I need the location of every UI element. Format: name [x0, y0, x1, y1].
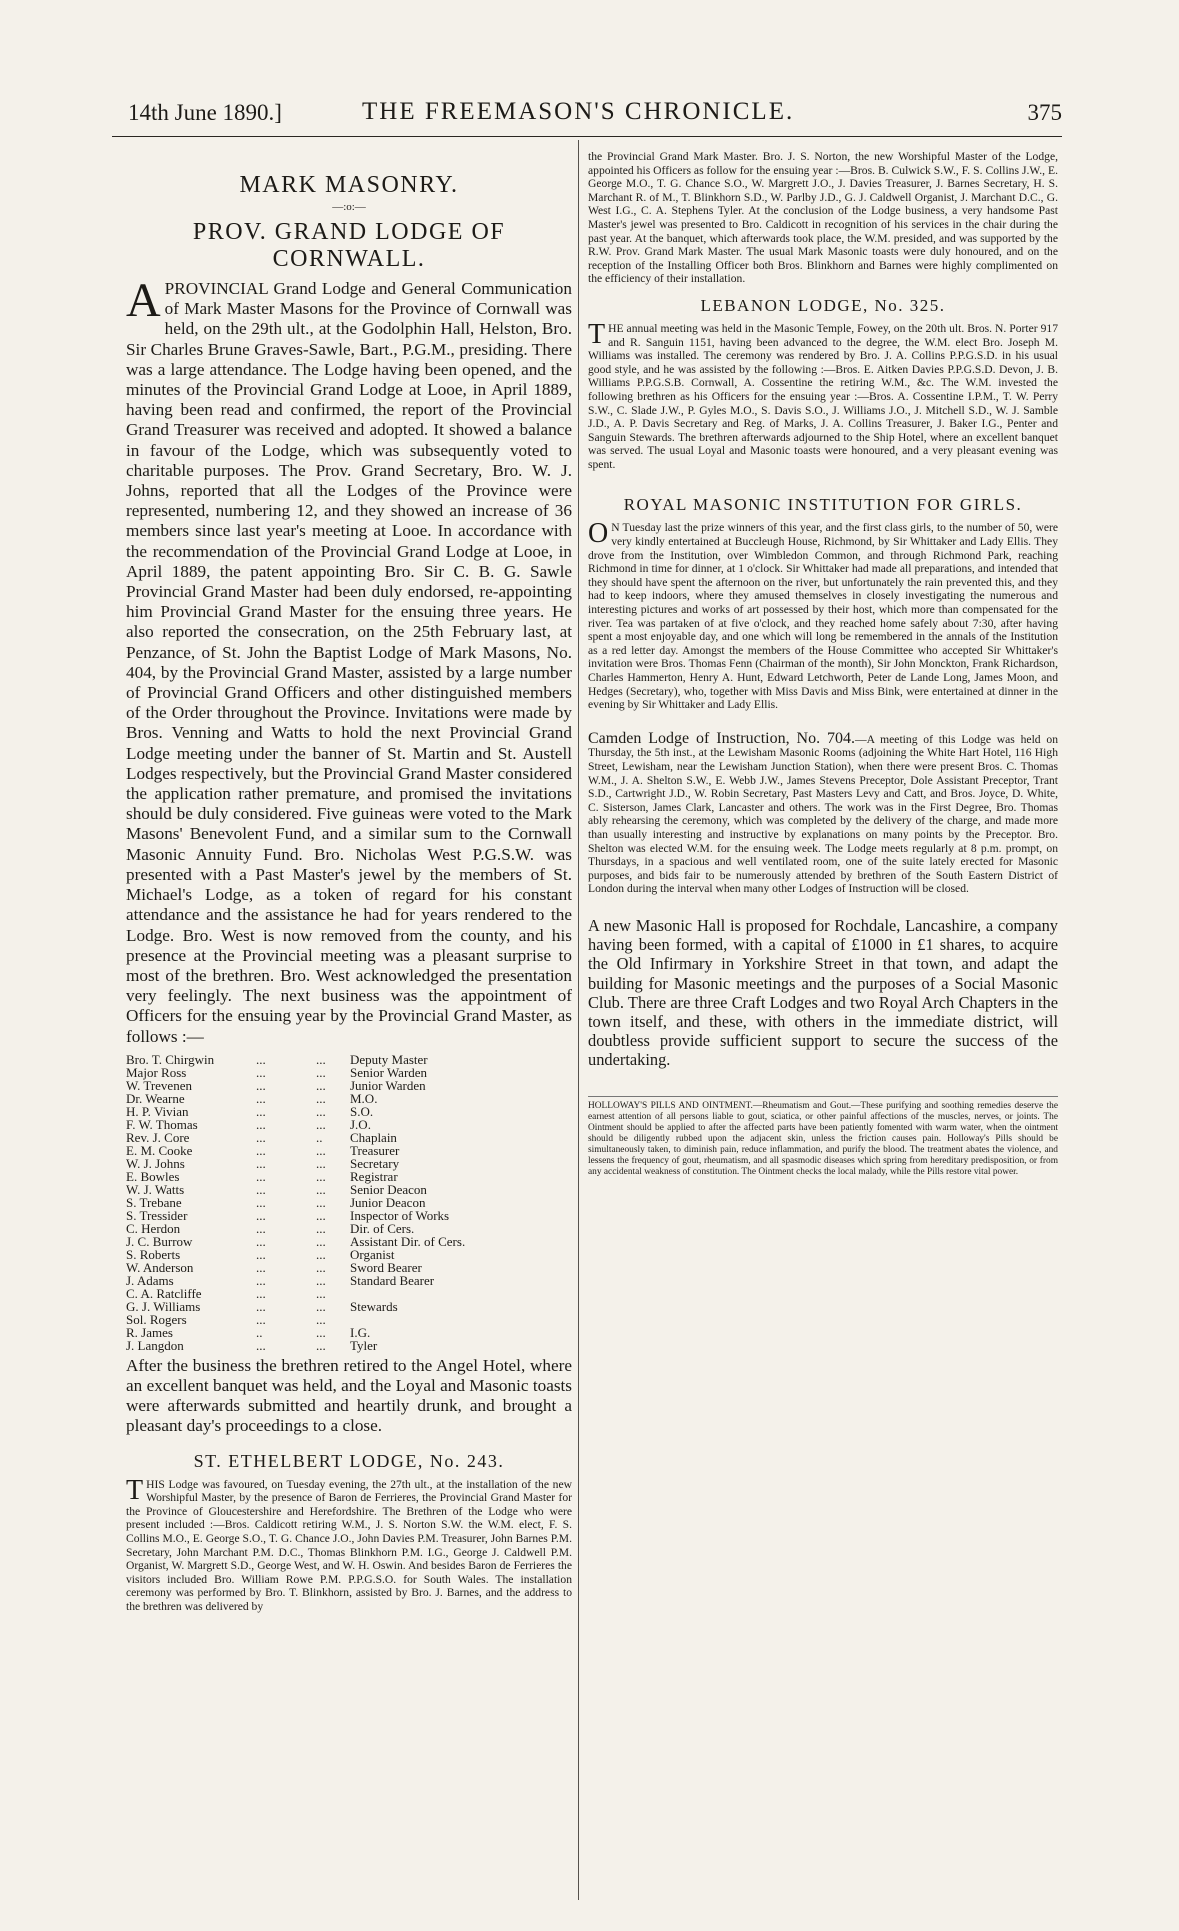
- leader-dots: ...: [316, 1077, 326, 1093]
- officer-row: [126, 1313, 572, 1326]
- leader-dots: ...: [316, 1207, 326, 1223]
- leader-dots: ...: [316, 1142, 326, 1158]
- officer-name: S. Trebane: [126, 1194, 182, 1210]
- officer-name: J. Langdon: [126, 1337, 184, 1353]
- officer-office: Standard Bearer: [350, 1272, 435, 1288]
- officer-row: [126, 1157, 572, 1170]
- officer-name: G. J. Williams: [126, 1298, 201, 1314]
- ethelbert-article: [126, 1474, 572, 1614]
- leader-dots: ...: [256, 1298, 266, 1314]
- camden-lodge-article: [588, 729, 1058, 896]
- leader-dots: ...: [316, 1064, 326, 1080]
- leader-dots: ...: [316, 1259, 326, 1275]
- officer-row: [126, 1287, 572, 1300]
- leader-dots: ...: [316, 1324, 326, 1340]
- officer-row: [126, 1235, 572, 1248]
- officer-name: Major Ross: [126, 1064, 187, 1080]
- drop-cap: T: [588, 318, 606, 350]
- lebanon-body: HE annual meeting was held in the Masonic Temple, Fowey, on the 20th ult. Bros. N. Porter 917 and R. Sanguin 1151, having been advanced to the degree, the W.M. elect Bro. Joseph M. Williams was installed. The ceremony was rendered by Bro. J. A. Collins P.P.G.S.D. in his usual good style, and he was assisted by the following :—Bros. E. Aitken Davies P.P.G.S.D. Devon, J. B. Williams P.P.G.S.B. Cornwall, A. Cossentine the retiring W.M., &c. The W.M. invested the following brethren as his Officers for the ensuing year :—Bros. A. Cossentine I.P.M., T. W. Perry S.W., C. Slade J.W., P. Gyles M.O., S. Davis S.O., J. Williams J.O., J. Mitchell S.D., W. J. Samble J.D., A. P. Davis Secretary and Reg. of Marks, J. A. Collins Treasurer, J. Baker I.G., Penter and Sanguin Stewards. The brethren afterwards adjourned to the Ship Hotel, where an excellent banquet was served. The usual Loyal and Masonic toasts were honoured, and a very pleasant evening was spent.: [588, 321, 1058, 471]
- holloway-advertisement: HOLLOWAY'S PILLS AND OINTMENT.—Rheumatism and Gout.—These purifying and soothing remedies deserve the earnest attention of all persons liable to gout, sciatica, or other painful affections of the muscles, nerves, or joints. The Ointment should be applied to after the affected parts have been patiently fomented with warm water, when the ointment should be diligently rubbed upon the adjacent skin, unless the friction causes pain. Holloway's Pills should be simultaneously taken, to diminish pain, reduce inflammation, and purify the blood. The treatment abates the violence, and lessens the frequency of gout, rheumatism, and all spasmodic diseases which spring from hereditary predisposition, or from any accidental weakness of constitution. The Ointment checks the local malady, while the Pills restore vital power.: [588, 1096, 1058, 1178]
- leader-dots: ...: [256, 1116, 266, 1132]
- section-separator: —:o:—: [332, 201, 366, 213]
- ethelbert-continuation: the Provincial Grand Mark Master. Bro. J. S. Norton, the new Worshipful Master of the Lodge, appointed his Officers as follow for the ensuing year :—Bros. B. Culwick S.W., F. S. Collins J.W., E. George M.O., T. G. Chance S.O., W. Margrett J.O., J. Davies Treasurer, J. Barnes Secretary, H. S. Marchant R. of M., T. Blinkhorn S.D., W. Parlby J.D., G. J. Caldwell Organist, J. Marchant D.C., G. West I.G., C. A. Stephens Tyler. At the conclusion of the Lodge business, a very handsome Past Master's jewel was presented to Bro. Caldicott in recognition of his services in the chair during the past year. At the banquet, which afterwards took place, the W.M. presided, and was supported by the R.W. Prov. Grand Mark Master. The usual Mark Masonic toasts were duly honoured, and on the reception of the Installing Officer both Bros. Blinkhorn and Barnes were highly complimented on the efficiency of their installation.: [588, 150, 1058, 286]
- officer-row: [126, 1248, 572, 1261]
- officer-office: Dir. of Cers.: [350, 1220, 415, 1236]
- officer-name: C. Herdon: [126, 1220, 181, 1236]
- mark-masonry-heading: MARK MASONRY.: [239, 172, 459, 198]
- officer-name: W. J. Johns: [126, 1155, 185, 1171]
- officer-row: [126, 1144, 572, 1157]
- leader-dots: ...: [316, 1181, 326, 1197]
- officer-name: E. M. Cooke: [126, 1142, 193, 1158]
- cornwall-heading: PROV. GRAND LODGE OF CORNWALL.: [192, 219, 506, 272]
- ethelbert-body: HIS Lodge was favoured, on Tuesday evening, the 27th ult., at the installation of the new Worshipful Master, by the presence of Baron de Ferrieres, the Provincial Grand Master for the Province of Gloucestershire and Herefordshire. The Brethren of the Lodge who were present included :—Bros. Caldicott retiring W.M., J. S. Norton S.W. the W.M. elect, F. S. Collins M.O., E. George S.O., T. G. Chance J.O., John Davies P.M. Treasurer, John Barnes P.M. Secretary, John Marchant P.M. D.C., Thomas Blinkhorn P.M. I.G., George J. Caldwell P.M. Organist, W. Margrett S.D., George West, and W. H. Oswin. And besides Baron de Ferrieres the visitors included Bro. William Rowe P.M. P.P.G.S.O. for South Wales. The installation ceremony was performed by Bro. T. Blinkhorn, assisted by Bro. J. Barnes, and the address to the brethren was delivered by: [126, 1477, 572, 1613]
- officer-row: [126, 1170, 572, 1183]
- officer-name: E. Bowles: [126, 1168, 180, 1184]
- officer-office: Inspector of Works: [350, 1207, 450, 1223]
- lebanon-article: [588, 318, 1058, 472]
- officer-office: M.O.: [350, 1090, 378, 1106]
- after-business-paragraph: After the business the brethren retired to the Angel Hotel, where an excellent banquet was held, and the Loyal and Masonic toasts were afterwards submitted and heartily drunk, and brought a pleasant day's proceedings to a close.: [126, 1355, 572, 1436]
- leader-dots: ...: [316, 1103, 326, 1119]
- leader-dots: ...: [256, 1142, 266, 1158]
- officer-name: Dr. Wearne: [126, 1090, 185, 1106]
- officer-office: [350, 1287, 572, 1300]
- leader-dots: ...: [316, 1272, 326, 1288]
- officer-office: Sword Bearer: [350, 1259, 422, 1275]
- officer-row: [126, 1339, 572, 1352]
- officer-name: H. P. Vivian: [126, 1103, 189, 1119]
- officer-office: Registrar: [350, 1168, 398, 1184]
- leader-dots: ...: [256, 1233, 266, 1249]
- officer-office: Junior Warden: [350, 1077, 426, 1093]
- rochdale-hall-article: A new Masonic Hall is proposed for Rochdale, Lancashire, a company having been formed, with a capital of £1000 in £1 shares, to acquire the Old Infirmary in Yorkshire Street in that town, and adapt the building for Masonic meetings and the purposes of a Social Masonic Club. There are three Craft Lodges and two Royal Arch Chapters in the town itself, and these, with others in the immediate district, will doubtless provide sufficient support to secure the success of the undertaking.: [588, 915, 1058, 1070]
- officer-office: I.G.: [350, 1324, 371, 1340]
- officer-row: [126, 1209, 572, 1222]
- leader-dots: ...: [256, 1220, 266, 1236]
- officer-name: Sol. Rogers: [126, 1311, 187, 1327]
- camden-lead: Camden Lodge of Instruction, No. 704.: [588, 729, 855, 747]
- girls-institution-heading: ROYAL MASONIC INSTITUTION FOR GIRLS.: [623, 495, 1023, 515]
- column-divider: [578, 140, 579, 1900]
- officer-name: J. Adams: [126, 1272, 174, 1288]
- leader-dots: ...: [256, 1285, 266, 1301]
- leader-dots: ...: [316, 1337, 326, 1353]
- cornwall-article: [126, 274, 572, 1047]
- officer-row: [126, 1274, 572, 1287]
- leader-dots: ...: [316, 1233, 326, 1249]
- leader-dots: ...: [316, 1168, 326, 1184]
- officer-row: [126, 1066, 572, 1079]
- left-column: [126, 150, 572, 1613]
- officer-row: [126, 1079, 572, 1092]
- officer-office: [350, 1313, 572, 1326]
- girls-institution-body: N Tuesday last the prize winners of this year, and the first class girls, to the number of 50, were very kindly entertained at Buccleugh House, Richmond, by Sir Whittaker and Lady Ellis. They drove from the Institution, over Wimbledon Common, and through Richmond Park, reaching Richmond in time for dinner, at 1 o'clock. Sir Whittaker had made all preparations, and intended that they should have spent the afternoon on the river, but unfortunately the rain prevented this, and they had to keep indoors, where they amused themselves in closely investigating the numerous and interesting pictures and works of art possessed by their host, which more than compensated for the river. Tea was partaken of at five o'clock, and they reached home safely about 7:30, after having spent a most enjoyable day, and one which will long be remembered in the annals of the Institution as a red letter day. Amongst the members of the House Committee who accepted Sir Whittaker's invitation were Bros. Thomas Fenn (Chairman of the month), Sir John Monckton, Frank Richardson, Charles Hammerton, Henry A. Hunt, Edward Letchworth, Peter de Lande Long, James Moon, and Hedges (Secretary), who, together with Miss Davis and Miss Bink, were entertained at dinner in the evening by Sir Whittaker and Lady Ellis.: [588, 521, 1058, 712]
- officer-name: Bro. T. Chirgwin: [126, 1051, 215, 1067]
- officer-name: W. Anderson: [126, 1259, 194, 1275]
- leader-dots: ...: [316, 1298, 326, 1314]
- ethelbert-heading: ST. ETHELBERT LODGE, No. 243.: [193, 1450, 505, 1471]
- leader-dots: ...: [256, 1051, 266, 1067]
- officer-row: [126, 1183, 572, 1196]
- page-number: 375: [1027, 100, 1062, 125]
- officer-name: W. Trevenen: [126, 1077, 192, 1093]
- leader-dots: ...: [316, 1051, 326, 1067]
- leader-dots: ...: [316, 1116, 326, 1132]
- leader-dots: ...: [316, 1090, 326, 1106]
- officer-office: Tyler: [350, 1337, 378, 1353]
- leader-dots: ...: [256, 1181, 266, 1197]
- officer-row: [126, 1196, 572, 1209]
- officer-name: S. Tressider: [126, 1207, 188, 1223]
- officers-list: [126, 1053, 572, 1352]
- leader-dots: ...: [256, 1207, 266, 1223]
- leader-dots: ...: [316, 1311, 326, 1327]
- leader-dots: ...: [256, 1090, 266, 1106]
- cornwall-body: PROVINCIAL Grand Lodge and General Communication of Mark Master Masons for the Province of Cornwall was held, on the 29th ult., at the Godolphin Hall, Helston, Bro. Sir Charles Brune Graves-Sawle, Bart., P.G.M., presiding. There was a large attendance. The Lodge having been opened, and the minutes of the Provincial Grand Lodge at Looe, in April 1889, having been read and confirmed, the report of the Provincial Grand Treasurer was received and adopted. It showed a balance in favour of the Lodge, which was subsequently voted to charitable purposes. The Prov. Grand Secretary, Bro. W. J. Johns, reported that all the Lodges of the Province were represented, numbering 12, and they showed an increase of 36 members since last year's meeting at Looe. In accordance with the recommendation of the Provincial Grand Lodge at Looe, in April 1889, the patent appointing Bro. Sir C. B. G. Sawle Provincial Grand Master had been duly endorsed, re-appointing him Provincial Grand Master for the ensuing three years. He also reported the consecration, on the 25th February last, at Penzance, of St. John the Baptist Lodge of Mark Masons, No. 404, by the Provincial Grand Master, assisted by a large number of Provincial Grand Officers and other distinguished members of the Order throughout the Province. Invitations were made by Bros. Venning and Watts to hold the next Provincial Grand Lodge meeting under the banner of St. Martin and St. Austell Lodges respectively, but the Provincial Grand Master considered the application rather premature, and promised the invitations should be duly considered. Five guineas were voted to the Mark Masons' Benevolent Fund, and a similar sum to the Cornwall Masonic Annuity Fund. Bro. Nicholas West P.G.S.W. was presented with a Past Master's jewel by the members of St. Michael's Lodge, as a token of regard for his constant attendance and the assistance he had for years rendered to the Lodge. Bro. West is now removed from the county, and his presence at the Provincial meeting was a pleasant surprise to most of the brethren. Bro. West acknowledged the presentation very feelingly. The next business was the appointment of Officers for the ensuing year by the Provincial Grand Master, as follows :—: [126, 279, 572, 1046]
- drop-cap: A: [126, 274, 161, 327]
- officer-row: [126, 1222, 572, 1235]
- leader-dots: ...: [316, 1246, 326, 1262]
- leader-dots: ...: [256, 1129, 266, 1145]
- leader-dots: ...: [256, 1168, 266, 1184]
- officer-office: Junior Deacon: [350, 1194, 426, 1210]
- leader-dots: ...: [256, 1246, 266, 1262]
- leader-dots: ...: [316, 1285, 326, 1301]
- officer-office: S.O.: [350, 1103, 374, 1119]
- officer-row: [126, 1092, 572, 1105]
- officer-name: Rev. J. Core: [126, 1129, 190, 1145]
- leader-dots: ...: [316, 1220, 326, 1236]
- officer-office: Chaplain: [350, 1129, 397, 1145]
- camden-body: —A meeting of this Lodge was held on Thursday, the 5th inst., at the Lewisham Masonic Rooms (adjoining the White Hart Hotel, 116 High Street, Lewisham, near the Lewisham Junction Station), when there were present Bros. C. Thomas W.M., J. A. Shelton S.W., E. Webb J.W., James Stevens Preceptor, Dole Assistant Preceptor, Trant S.D., Cartwright J.D., W. Robin Secretary, Past Masters Levy and Catt, and Bros. Joyce, D. White, C. Sisterson, James Clark, Lancaster and others. The work was in the First Degree, Bro. Thomas ably rehearsing the ceremony, which was completed by the delivery of the charge, and made more than usually interesting and instructive by explanations on many points by the Preceptor. Bro. Shelton was elected W.M. for the ensuing week. The Lodge meets regularly at 8 p.m. prompt, on Thursdays, in a spacious and well ventilated room, one of the suite lately erected for Masonic purposes, and bids fair to be numerously attended by brethren of the South Eastern District of London during the interval when many other Lodges of Instruction will be closed.: [588, 732, 1058, 896]
- drop-cap: T: [126, 1474, 144, 1506]
- leader-dots: ...: [256, 1194, 266, 1210]
- leader-dots: ...: [256, 1155, 266, 1171]
- officer-office: Assistant Dir. of Cers.: [350, 1233, 466, 1249]
- officer-row: [126, 1053, 572, 1066]
- officer-name: S. Roberts: [126, 1246, 181, 1262]
- leader-dots: ...: [256, 1259, 266, 1275]
- officer-name: W. J. Watts: [126, 1181, 185, 1197]
- officer-row: [126, 1300, 572, 1313]
- officer-office: J.O.: [350, 1116, 371, 1132]
- officer-row: [126, 1326, 572, 1339]
- leader-dots: ...: [256, 1272, 266, 1288]
- leader-dots: ...: [256, 1064, 266, 1080]
- issue-date: 14th June 1890.]: [128, 100, 282, 125]
- leader-dots: ...: [316, 1194, 326, 1210]
- officer-office: Deputy Master: [350, 1051, 428, 1067]
- officer-row: [126, 1131, 572, 1144]
- right-column: [588, 150, 1058, 1178]
- leader-dots: ..: [316, 1129, 323, 1145]
- leader-dots: ...: [316, 1155, 326, 1171]
- leader-dots: ...: [256, 1311, 266, 1327]
- officer-office: Treasurer: [350, 1142, 400, 1158]
- officer-office: Secretary: [350, 1155, 400, 1171]
- officer-office: Senior Deacon: [350, 1181, 427, 1197]
- officer-name: C. A. Ratcliffe: [126, 1285, 202, 1301]
- girls-institution-article: [588, 518, 1058, 712]
- leader-dots: ..: [256, 1324, 263, 1340]
- leader-dots: ...: [256, 1103, 266, 1119]
- leader-dots: ...: [256, 1077, 266, 1093]
- lebanon-heading: LEBANON LODGE, No. 325.: [700, 295, 946, 315]
- drop-cap: O: [588, 518, 609, 550]
- officer-row: [126, 1261, 572, 1274]
- publication-title: THE FREEMASON'S CHRONICLE.: [362, 98, 795, 125]
- page-header: [112, 98, 1062, 137]
- officer-row: [126, 1118, 572, 1131]
- officer-name: J. C. Burrow: [126, 1233, 193, 1249]
- officer-name: R. James: [126, 1324, 173, 1340]
- officer-office: Organist: [350, 1246, 395, 1262]
- officer-office: Senior Warden: [350, 1064, 428, 1080]
- officer-office: Stewards: [350, 1298, 398, 1314]
- officer-row: [126, 1105, 572, 1118]
- officer-name: F. W. Thomas: [126, 1116, 198, 1132]
- leader-dots: ...: [256, 1337, 266, 1353]
